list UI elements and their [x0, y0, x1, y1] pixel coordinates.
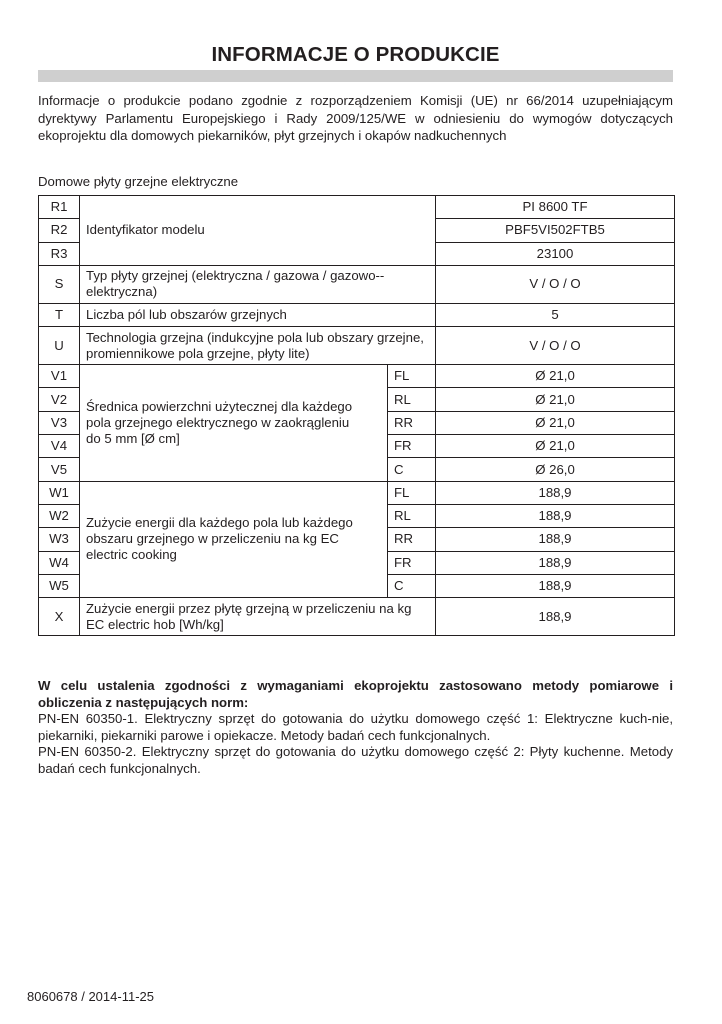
- row-code: R2: [39, 219, 80, 242]
- table-caption: Domowe płyty grzejne elektryczne: [38, 174, 239, 189]
- standards-section: [38, 678, 673, 778]
- zone-position: FR: [388, 551, 436, 574]
- zone-position: C: [388, 458, 436, 481]
- row-code: R1: [39, 196, 80, 219]
- row-code: V2: [39, 388, 80, 411]
- table-row: [39, 265, 675, 303]
- zone-position: RL: [388, 388, 436, 411]
- standard-item: PN-EN 60350-1. Elektryczny sprzęt do gotowania do użytku domowego część 1: Elektryczne kuch-nie, piekarniki, piekarniki parowe i opiekacze. Metody badań cech funkcjonalnych.: [38, 711, 673, 743]
- page-title: INFORMACJE O PRODUKCIE: [211, 43, 500, 66]
- zone-position: RR: [388, 411, 436, 434]
- zone-position: RR: [388, 528, 436, 551]
- row-value: 188,9: [436, 504, 675, 527]
- energy-per-zone-label: Zużycie energii dla każdego pola lub każdego obszaru grzejnego w przeliczeniu na kg EC electric cooking: [80, 481, 388, 597]
- row-value: V / O / O: [436, 265, 675, 303]
- row-code: R3: [39, 242, 80, 265]
- zone-position: FL: [388, 481, 436, 504]
- row-value: Ø 21,0: [436, 388, 675, 411]
- row-value: 188,9: [436, 551, 675, 574]
- row-value: Ø 26,0: [436, 458, 675, 481]
- table-row: [39, 598, 675, 636]
- row-code: X: [39, 598, 80, 636]
- row-code: V1: [39, 365, 80, 388]
- model-value: PI 8600 TF: [436, 196, 675, 219]
- zone-position: C: [388, 574, 436, 597]
- row-code: S: [39, 265, 80, 303]
- row-code: V3: [39, 411, 80, 434]
- table-row: [39, 327, 675, 365]
- row-code: T: [39, 303, 80, 326]
- row-value: 5: [436, 303, 675, 326]
- row-value: Ø 21,0: [436, 435, 675, 458]
- standard-item: PN-EN 60350-2. Elektryczny sprzęt do gotowania do użytku domowego część 2: Płyty kuchenne. Metody badań cech funkcjonalnych.: [38, 744, 673, 776]
- row-value: Ø 21,0: [436, 365, 675, 388]
- row-code: W5: [39, 574, 80, 597]
- row-label: Typ płyty grzejnej (elektryczna / gazowa / gazowo--elektryczna): [80, 265, 436, 303]
- row-value: 188,9: [436, 598, 675, 636]
- document-id: 8060678 / 2014-11-25: [27, 989, 154, 1004]
- row-code: V4: [39, 435, 80, 458]
- diameter-label: Średnica powierzchni użytecznej dla każdego pola grzejnego elektrycznego w zaokrągleniu do 5 mm [Ø cm]: [80, 365, 388, 481]
- row-code: W3: [39, 528, 80, 551]
- row-label: Technologia grzejna (indukcyjne pola lub obszary grzejne, promiennikowe pola grzejne, płyty lite): [80, 327, 436, 365]
- row-value: 188,9: [436, 528, 675, 551]
- product-info-table: [38, 195, 675, 636]
- row-value: 188,9: [436, 574, 675, 597]
- table-row: [39, 365, 675, 388]
- intro-paragraph: Informacje o produkcie podano zgodnie z rozporządzeniem Komisji (UE) nr 66/2014 uzupełniającym dyrektywy Parlamentu Europejskiego i Rady 2009/125/WE w odniesieniu do wymogów dotyczących ekoprojektu dla domowych piekarników, płyt grzejnych i okapów nadkuchennych: [38, 93, 673, 143]
- row-code: W2: [39, 504, 80, 527]
- row-value: 188,9: [436, 481, 675, 504]
- zone-position: FR: [388, 435, 436, 458]
- row-value: V / O / O: [436, 327, 675, 365]
- table-row: [39, 196, 675, 219]
- model-identifier-label: Identyfikator modelu: [80, 196, 436, 266]
- row-code: W1: [39, 481, 80, 504]
- row-code: W4: [39, 551, 80, 574]
- row-label: Zużycie energii przez płytę grzejną w przeliczeniu na kg EC electric hob [Wh/kg]: [80, 598, 436, 636]
- row-label: Liczba pól lub obszarów grzejnych: [80, 303, 436, 326]
- table-row: [39, 303, 675, 326]
- zone-position: FL: [388, 365, 436, 388]
- model-value: PBF5VI502FTB5: [436, 219, 675, 242]
- row-value: Ø 21,0: [436, 411, 675, 434]
- row-code: V5: [39, 458, 80, 481]
- title-underline-bar: [38, 70, 673, 82]
- model-value: 23100: [436, 242, 675, 265]
- standards-lead: W celu ustalenia zgodności z wymaganiami ekoprojektu zastosowano metody pomiarowe i obliczenia z następujących norm:: [38, 678, 673, 710]
- row-code: U: [39, 327, 80, 365]
- zone-position: RL: [388, 504, 436, 527]
- table-row: [39, 481, 675, 504]
